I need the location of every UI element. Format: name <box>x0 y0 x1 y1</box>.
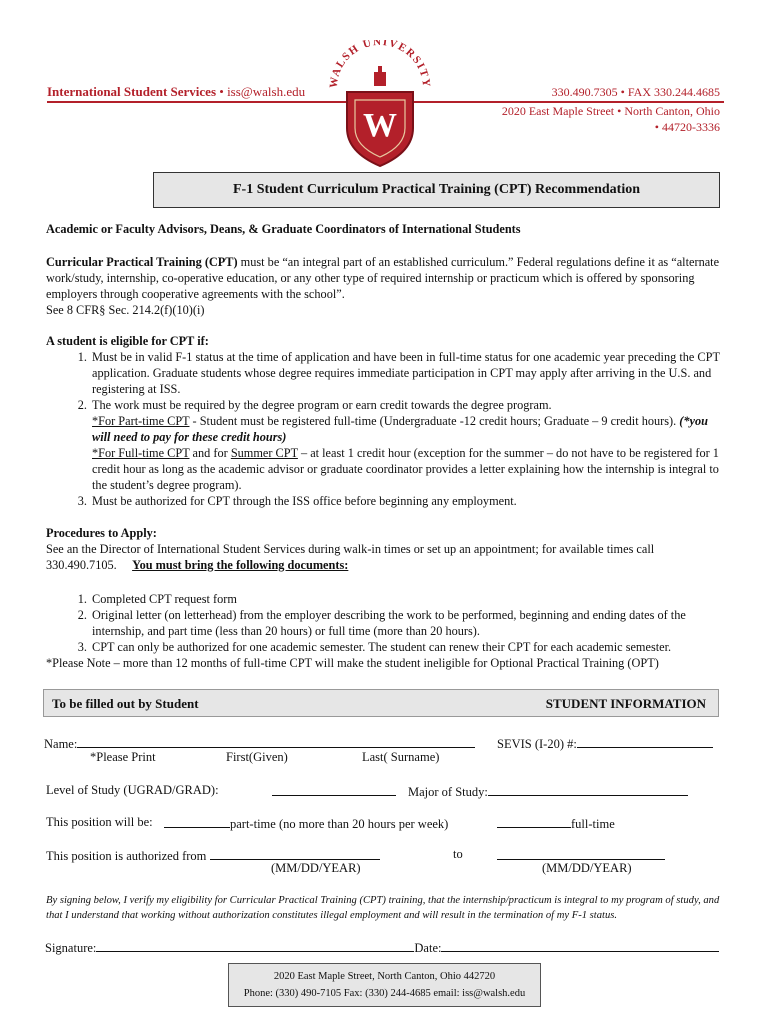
level-of-study-field[interactable] <box>272 783 396 796</box>
please-print-hint: *Please Print <box>90 750 156 764</box>
full-time-cpt-label: *For Full-time CPT <box>92 446 190 460</box>
eligibility-heading: A student is eligible for CPT if: <box>46 334 209 348</box>
signature-field[interactable] <box>96 939 414 952</box>
full-time-field[interactable] <box>497 815 571 828</box>
part-time-cpt-text: - Student must be registered full-time (Undergraduate -12 credit hours; Graduate – 9 credit hours). <box>189 414 680 428</box>
name-field[interactable] <box>77 735 475 748</box>
svg-text:W: W <box>363 107 397 144</box>
procedures-section <box>46 525 726 671</box>
major-row <box>408 783 688 800</box>
separator: • <box>216 84 228 99</box>
student-section-bar <box>43 689 719 717</box>
signature-row <box>45 939 719 956</box>
document-item-1: 1. Completed CPT request form <box>90 591 726 607</box>
document-item-2: 2. Original letter (on letterhead) from the employer describing the work to be performed, beginning and ending dates of the internship, and part time (less than 20 hours) or full time (more than 20 hours). <box>90 607 726 639</box>
procedures-text <box>46 541 726 573</box>
part-time-label: part-time (no more than 20 hours per week) <box>230 817 449 831</box>
cfr-citation: See 8 CFR§ Sec. 214.2(f)(10)(i) <box>46 303 205 317</box>
first-name-hint: First(Given) <box>226 750 288 764</box>
header-org <box>47 84 305 100</box>
part-time-cpt-label: *For Part-time CPT <box>92 414 190 428</box>
sevis-label: SEVIS (I-20) #: <box>497 737 577 751</box>
footer-contact-box <box>228 963 541 1007</box>
end-date-format-hint: (MM/DD/YEAR) <box>542 861 632 875</box>
sevis-row <box>497 735 713 752</box>
document-item-3: 3. CPT can only be authorized for one academic semester. The student can renew their CPT for each academic semester. <box>90 639 726 655</box>
eligibility-item-3: 3. Must be authorized for CPT through the ISS office before beginning any employment. <box>90 493 726 509</box>
header-email: iss@walsh.edu <box>227 84 306 99</box>
cpt-definition <box>46 254 726 318</box>
major-field[interactable] <box>488 783 688 796</box>
eligibility-item-2-text: The work must be required by the degree program or earn credit towards the degree program. <box>92 398 552 412</box>
eligibility-section <box>46 333 726 509</box>
name-label: Name: <box>44 737 78 751</box>
consent-statement: By signing below, I verify my eligibility for Curricular Practical Training (CPT) training, that the internship/practicum is integral to my program of study, and that I understand that working without authorization constitutes illegal employment and will result in the termination of my F-1 status. <box>46 895 720 921</box>
level-row <box>272 783 396 800</box>
to-label: to <box>453 847 463 861</box>
signature-label: Signature: <box>45 941 97 955</box>
eligibility-item-1: 1. Must be in valid F-1 status at the time of application and have been in full-time status for one academic year preceding the CPT application. Graduate students whose degree requires immediate participation in CPT may apply after arriving in the U.S. and registering at ISS. <box>90 349 726 397</box>
signature-date-field[interactable] <box>441 939 719 952</box>
end-date-field[interactable] <box>497 847 665 860</box>
bring-documents-label: You must bring the following documents: <box>132 558 349 572</box>
summer-cpt-label: Summer CPT <box>230 446 298 460</box>
full-time-label: full-time <box>571 817 615 831</box>
start-date-field[interactable] <box>210 847 380 860</box>
last-name-hint: Last( Surname) <box>362 750 440 764</box>
date-label: Date: <box>414 941 442 955</box>
student-information-label: STUDENT INFORMATION <box>545 696 706 711</box>
form-title: F-1 Student Curriculum Practical Training (CPT) Recommendation <box>153 172 720 208</box>
start-date-format-hint: (MM/DD/YEAR) <box>271 861 361 875</box>
student-section-label: To be filled out by Student <box>52 696 199 711</box>
footer-address: 2020 East Maple Street, North Canton, Ohio 442720 <box>273 971 496 982</box>
procedures-instructions: See an the Director of International Student Services during walk-in times or set up an appointment; for available times call 330.490.7105. <box>46 542 655 572</box>
sevis-field[interactable] <box>577 735 713 748</box>
contact-phone-fax: 330.490.7305 • FAX 330.244.4685 <box>551 85 720 99</box>
header-contact <box>500 84 720 135</box>
procedures-heading: Procedures to Apply: <box>46 526 157 540</box>
contact-address: 2020 East Maple Street • North Canton, Ohio • 44720-3336 <box>501 104 720 134</box>
full-time-row <box>497 815 615 832</box>
opt-note: *Please Note – more than 12 months of full-time CPT will make the student ineligible for Optional Practical Training (OPT) <box>46 656 659 670</box>
full-time-cpt-text: – at least 1 credit hour (exception for the summer – do not have to be registered for 1 credit hour as long as the academic advisor or graduate coordinator provides a letter explaining how the internship is integral to the student’s degree program). <box>92 446 719 492</box>
footer-phone-email: Phone: (330) 490-7105 Fax: (330) 244-4685 email: iss@walsh.edu <box>243 988 526 999</box>
org-name: International Student Services <box>47 84 216 99</box>
level-of-study-label: Level of Study (UGRAD/GRAD): <box>46 783 219 797</box>
and-text: and for <box>189 446 231 460</box>
svg-text:WALSH UNIVERSITY: WALSH UNIVERSITY <box>327 40 433 89</box>
eligibility-item-2 <box>90 397 726 493</box>
cpt-term: Curricular Practical Training (CPT) <box>46 255 238 269</box>
part-time-field[interactable] <box>164 815 230 828</box>
university-crest-logo <box>325 40 435 170</box>
part-time-row <box>164 815 448 832</box>
audience-heading: Academic or Faculty Advisors, Deans, & Graduate Coordinators of International Students <box>46 222 521 236</box>
part-time-cpt-note: (*you will need to pay for these credit hours) <box>92 414 708 444</box>
position-label: This position will be: <box>46 815 153 829</box>
cpt-definition-text: must be “an integral part of an established curriculum.” Federal regulations define it as “alternate work/study, internship, co-operative education, or any other type of required internship or practicum which is offered by sponsoring employers through cooperative agreements with the school”. <box>46 255 720 301</box>
major-label: Major of Study: <box>408 785 488 799</box>
authorized-label: This position is authorized from <box>46 849 207 863</box>
